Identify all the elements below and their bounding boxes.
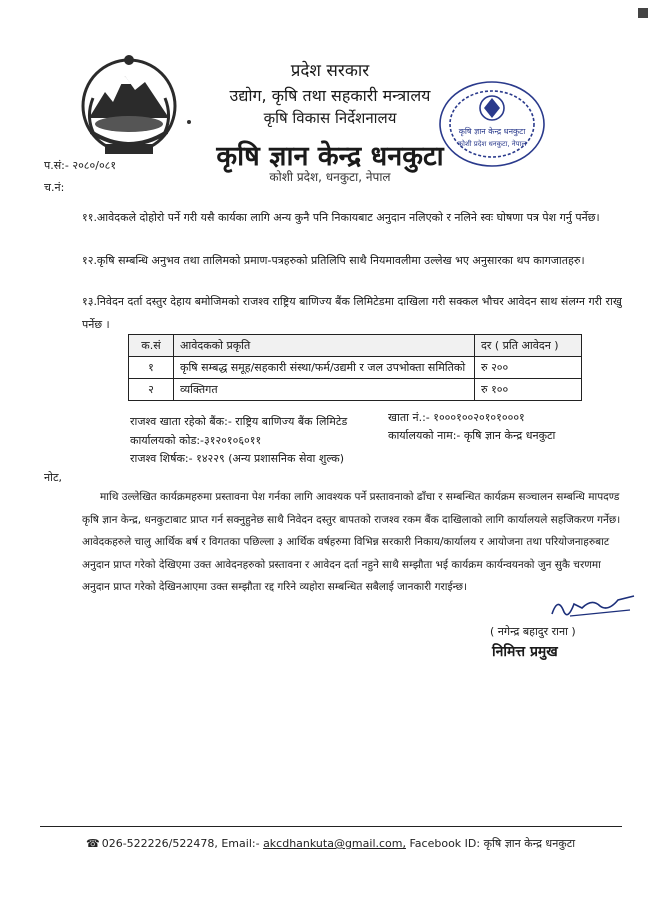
- note-title: नोट,: [44, 471, 62, 484]
- ministry-title: उद्योग, कृषि तथा सहकारी मन्त्रालय: [229, 86, 431, 105]
- office-name: कार्यालयको नाम:- कृषि ज्ञान केन्द्र धनकुटा: [388, 429, 556, 442]
- footer-facebook-label: Facebook ID:: [409, 837, 481, 850]
- signatory-title: निमित्त प्रमुख: [492, 644, 558, 660]
- footer-phone: 026-522226/522478,: [101, 837, 218, 850]
- reference-number: प.सं:- २०८०/०८१: [44, 159, 117, 172]
- cell-applicant-type: कृषि सम्बद्ध समूह/सहकारी संस्था/फर्म/उद्यमी र जल उपभोक्ता समितिको: [174, 357, 475, 379]
- seal-inner-subtext: कोशी प्रदेश धनकुटा, नेपाल: [457, 140, 527, 148]
- dispatch-number: च.नं:: [44, 181, 65, 194]
- directorate-title: कृषि विकास निर्देशनालय: [263, 109, 397, 127]
- footer-contact: [86, 836, 575, 851]
- footer-facebook-name: कृषि ज्ञान केन्द्र धनकुटा: [483, 837, 576, 850]
- handwritten-signature: [548, 590, 638, 622]
- office-address: कोशी प्रदेश, धनकुटा, नेपाल: [269, 170, 391, 184]
- footer-divider: [40, 826, 622, 827]
- seal-inner-text: कृषि ज्ञान केन्द्र धनकुटा: [458, 127, 526, 136]
- requirement-item-11: ११.आवेदकले दोहोरो पर्ने गरी यसै कार्यका लागि अन्य कुनै पनि निकायबाट अनुदान नलिएको र नलिने स्वः घोषणा पत्र पेश गर्नु पर्नेछ।: [82, 211, 600, 224]
- header-applicant-type: आवेदकको प्रकृति: [174, 335, 475, 357]
- revenue-bank: राजश्व खाता रहेको बैंक:- राष्ट्रिय बाणिज्य बैंक लिमिटेड: [130, 415, 348, 428]
- cell-serial: २: [129, 379, 174, 401]
- phone-icon: ☎: [86, 837, 100, 850]
- cell-serial: १: [129, 357, 174, 379]
- fee-table-header-row: [129, 335, 582, 357]
- office-seal-stamp-icon: [436, 78, 548, 170]
- footer-email-label: Email:-: [221, 837, 260, 850]
- table-row: [129, 379, 582, 401]
- requirement-item-13: १३.निवेदन दर्ता दस्तुर देहाय बमोजिमको राजश्व राष्ट्रिय बाणिज्य बैंक लिमिटेडमा दाखिला गरी सक्कल भौचर आवेदन साथ संलग्न गरी राखु पर्नेछ ।: [82, 295, 622, 331]
- account-number: खाता नं.:- १०००१००२०१०१०००१: [388, 411, 525, 424]
- header-serial: क.सं: [129, 335, 174, 357]
- fee-table: [128, 334, 582, 401]
- footer-email-link[interactable]: akcdhankuta@gmail.com,: [263, 837, 406, 850]
- table-row: [129, 357, 582, 379]
- government-title: प्रदेश सरकार: [290, 61, 370, 81]
- revenue-head: राजश्व शिर्षक:- १४२२९ (अन्य प्रशासनिक सेवा शुल्क): [130, 452, 345, 465]
- cell-rate: रु १००: [475, 379, 582, 401]
- scan-corner-mark: [638, 8, 648, 18]
- cell-applicant-type: व्यक्तिगत: [174, 379, 475, 401]
- requirement-item-12: १२.कृषि सम्बन्धि अनुभव तथा तालिमको प्रमाण-पत्रहरुको प्रतिलिपि साथै नियमावलीमा उल्लेख भए अनुसारका थप कागजातहरु।: [82, 254, 585, 267]
- office-code: कार्यालयको कोड:-३१२०१०६०११: [130, 434, 262, 447]
- header-rate: दर ( प्रति आवेदन ): [475, 335, 582, 357]
- signatory-name: ( नगेन्द्र बहादुर राना ): [490, 625, 576, 638]
- note-body: माथि उल्लेखित कार्यक्रमहरुमा प्रस्तावना पेश गर्नका लागि आवश्यक पर्ने प्रस्तावनाको ढाँचा र सम्बन्धित कार्यक्रम सञ्चालन सम्बन्धि मापदण्ड कृषि ज्ञान केन्द्र, धनकुटाबाट प्राप्त गर्न सक्नुहुनेछ साथै निवेदन दस्तुर बापतको राजश्व रकम बैंक दाखिलाको लागि कार्यालयले सहजिकरण गर्नेछ। आवेदकहरुले चालु आर्थिक बर्ष र विगतका पछिल्ला ३ आर्थिक वर्षहरुमा विभिन्न सरकारी निकाय/कार्यालय र आयोजना तथा परियोजनाहरुबाट अनुदान प्राप्त गरेको देखिएमा उक्त आवेदनहरुको प्रस्तावना र आवेदन दर्ता नहुने साथै सम्झौता भई कार्यक्रम कार्यन्वयनको जुन सुकै चरणमा अनुदान प्राप्त गरेको देखिनआएमा उक्त सम्झौता रद्द गरिने व्यहोरा सम्बन्धित सबैलाई जानकारी गराईन्छ।: [82, 491, 621, 593]
- office-title: कृषि ज्ञान केन्द्र धनकुटा: [216, 141, 444, 172]
- cell-rate: रु २००: [475, 357, 582, 379]
